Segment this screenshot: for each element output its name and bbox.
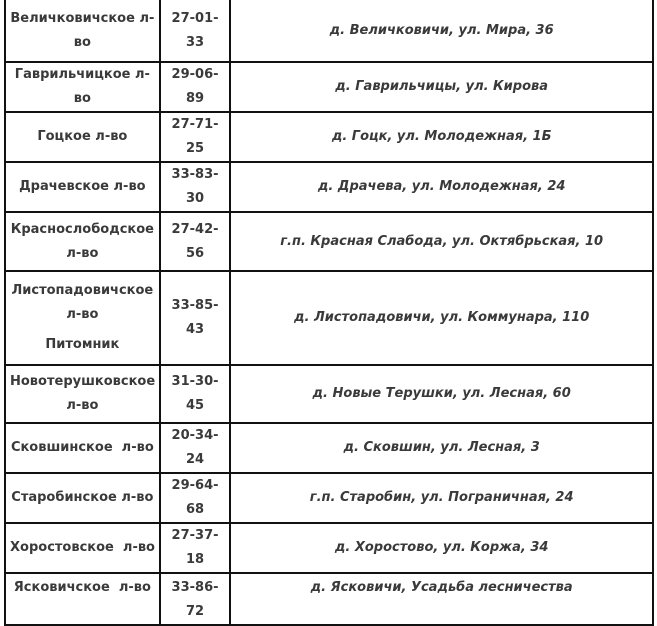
address-cell: д. Хоростово, ул. Коржа, 34 [230,523,653,573]
table-row [5,423,653,473]
phone-cell: 33-85-43 [160,271,231,365]
table-row [5,271,653,365]
name-line: Листопадовичское [11,283,154,298]
forestry-name-cell: Сковшинское л-во [5,423,160,473]
phone-cell: 33-83-30 [160,162,231,212]
forestry-name-cell [5,212,160,271]
forestry-name-cell: Гаврильчицкое л-во [5,62,160,112]
address-cell: д. Величковичи, ул. Мира, 36 [230,0,653,62]
forestry-name-cell [5,271,160,365]
name-line: л-во [66,307,99,322]
name-line: Краснослободское [10,221,154,237]
name-line: во [73,34,91,50]
address-cell: д. Драчева, ул. Молодежная, 24 [230,162,653,212]
phone-cell: 31-30-45 [160,365,231,423]
name-line: Величковичское л- [10,10,155,26]
phone-cell: 29-64-68 [160,473,231,523]
address-cell: д. Новые Терушки, ул. Лесная, 60 [230,365,653,423]
phone-cell: 27-71-25 [160,112,231,162]
table-row [5,112,653,162]
address-cell: г.п. Красная Слабода, ул. Октябрьская, 10 [230,212,653,271]
phone-cell: 27-01-33 [160,0,231,62]
forestry-name-cell: Ясковичское л-во [5,573,160,625]
table-row [5,162,653,212]
forestry-name-cell: Драчевское л-во [5,162,160,212]
table-row [5,62,653,112]
table-row [5,573,653,625]
address-cell: д. Гоцк, ул. Молодежная, 1Б [230,112,653,162]
table-row [5,0,653,62]
name-line: л-во [66,398,99,413]
address-cell: г.п. Старобин, ул. Пограничная, 24 [230,473,653,523]
table-row [5,473,653,523]
phone-cell: 20-34-24 [160,423,231,473]
address-cell: д. Ясковичи, Усадьба лесничества [230,573,653,625]
table-row [5,523,653,573]
address-cell: д. Сковшин, ул. Лесная, 3 [230,423,653,473]
name-line: Питомник [45,337,120,352]
name-line: л-во [66,245,99,261]
forestry-name-cell: Хоростовское л-во [5,523,160,573]
forestry-name-cell: Старобинское л-во [5,473,160,523]
phone-cell: 27-42-56 [160,212,231,271]
table-row [5,212,653,271]
phone-cell: 27-37-18 [160,523,231,573]
forestry-name-cell [5,365,160,423]
forestry-contacts-table [4,0,654,626]
phone-cell: 29-06-89 [160,62,231,112]
forestry-name-cell: Гоцкое л-во [5,112,160,162]
address-cell: д. Листопадовичи, ул. Коммунара, 110 [230,271,653,365]
phone-cell: 33-86-72 [160,573,231,625]
table-row [5,365,653,423]
name-line: Новотерушковское [10,374,156,389]
forestry-name-cell [5,0,160,62]
address-cell: д. Гаврильчицы, ул. Кирова [230,62,653,112]
